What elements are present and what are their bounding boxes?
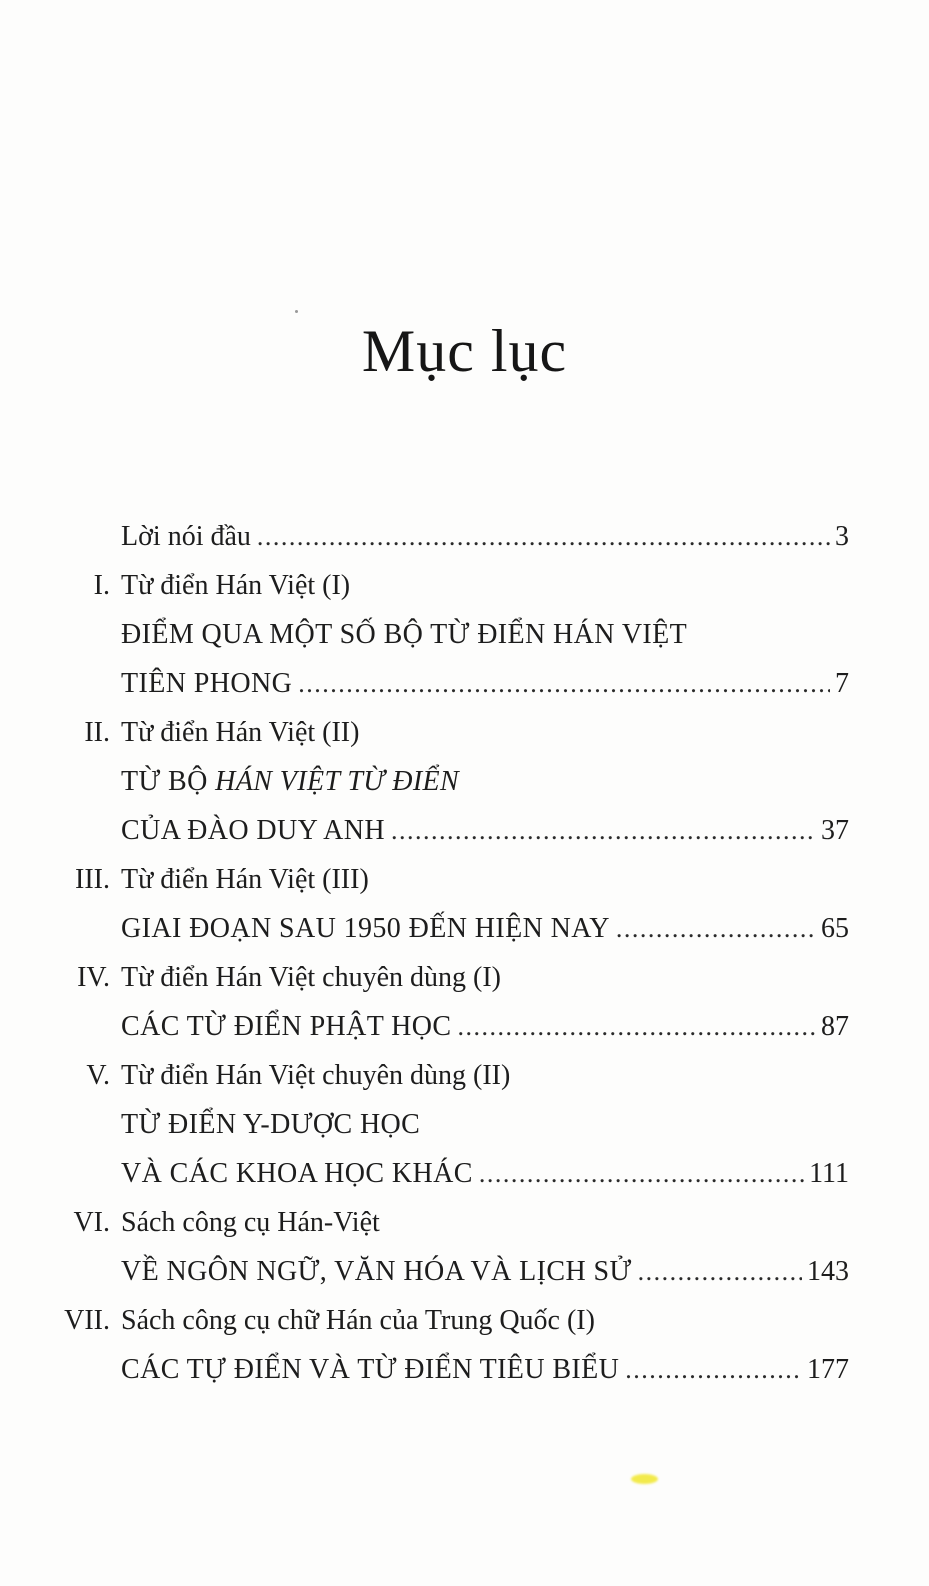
toc-line — [62, 561, 849, 610]
toc-line — [62, 1247, 849, 1296]
toc-line — [62, 1051, 849, 1100]
toc-line — [62, 659, 849, 708]
scan-speck — [295, 310, 298, 313]
entry-numeral: IV. — [77, 962, 110, 993]
entry-text: CÁC TỪ ĐIỂN PHẬT HỌC — [121, 1011, 452, 1042]
entry-text: Từ điển Hán Việt (III) — [121, 864, 369, 895]
entry-text-italic: HÁN VIỆT TỪ ĐIỂN — [215, 766, 460, 797]
entry-text: Từ điển Hán Việt chuyên dùng (II) — [121, 1060, 511, 1091]
dot-leader — [479, 1149, 804, 1198]
toc-line — [62, 1002, 849, 1051]
toc-line — [62, 757, 849, 806]
entry-text: Sách công cụ chữ Hán của Trung Quốc (I) — [121, 1305, 595, 1336]
toc-line — [62, 708, 849, 757]
toc-line — [62, 904, 849, 953]
entry-text: Lời nói đầu — [121, 521, 251, 552]
page-number: 37 — [821, 815, 849, 846]
toc-line — [62, 610, 849, 659]
entry-text: Từ điển Hán Việt (II) — [121, 717, 360, 748]
page-number: 7 — [835, 668, 849, 699]
entry-text: GIAI ĐOẠN SAU 1950 ĐẾN HIỆN NAY — [121, 913, 610, 944]
entry-text: Sách công cụ Hán-Việt — [121, 1207, 380, 1238]
entry-text: CỦA ĐÀO DUY ANH — [121, 815, 385, 846]
dot-leader — [458, 1002, 817, 1051]
toc-line — [62, 1198, 849, 1247]
entry-numeral: VII. — [64, 1305, 110, 1336]
entry-text: VÀ CÁC KHOA HỌC KHÁC — [121, 1158, 473, 1189]
entry-text: TIÊN PHONG — [121, 668, 293, 699]
entry-text: TỪ ĐIỂN Y-DƯỢC HỌC — [121, 1109, 421, 1140]
yellow-highlight-artifact — [631, 1474, 658, 1484]
entry-text: ĐIỂM QUA MỘT SỐ BỘ TỪ ĐIỂN HÁN VIỆT — [121, 619, 688, 650]
page-title: Mục lục — [361, 318, 568, 384]
toc-line — [62, 512, 849, 561]
entry-text: Từ điển Hán Việt chuyên dùng (I) — [121, 962, 501, 993]
toc-line — [62, 806, 849, 855]
toc-line — [62, 953, 849, 1002]
entry-text: Từ điển Hán Việt (I) — [121, 570, 351, 601]
dot-leader — [257, 512, 830, 561]
toc-line — [62, 855, 849, 904]
toc-line — [62, 1149, 849, 1198]
page-number: 3 — [835, 521, 849, 552]
toc-line — [62, 1345, 849, 1394]
dot-leader — [638, 1247, 802, 1296]
page-number: 65 — [821, 913, 849, 944]
dot-leader — [616, 904, 816, 953]
entry-text: VỀ NGÔN NGỮ, VĂN HÓA VÀ LỊCH SỬ — [121, 1256, 632, 1287]
entry-text: TỪ BỘ HÁN VIỆT TỪ ĐIỂN — [121, 766, 460, 797]
dot-leader — [298, 659, 830, 708]
entry-numeral: VI. — [73, 1207, 110, 1238]
toc-list — [0, 512, 929, 1394]
toc-line — [62, 1100, 849, 1149]
entry-numeral: V. — [86, 1060, 110, 1091]
dot-leader — [391, 806, 816, 855]
toc-line — [62, 1296, 849, 1345]
entry-numeral: III. — [75, 864, 110, 895]
entry-numeral: II. — [84, 717, 110, 748]
entry-numeral: I. — [93, 570, 110, 601]
page-number: 111 — [809, 1158, 849, 1189]
page-number: 177 — [807, 1354, 849, 1385]
page-number: 87 — [821, 1011, 849, 1042]
dot-leader — [625, 1345, 802, 1394]
entry-text: CÁC TỰ ĐIỂN VÀ TỪ ĐIỂN TIÊU BIỂU — [121, 1354, 620, 1385]
page-number: 143 — [807, 1256, 849, 1287]
